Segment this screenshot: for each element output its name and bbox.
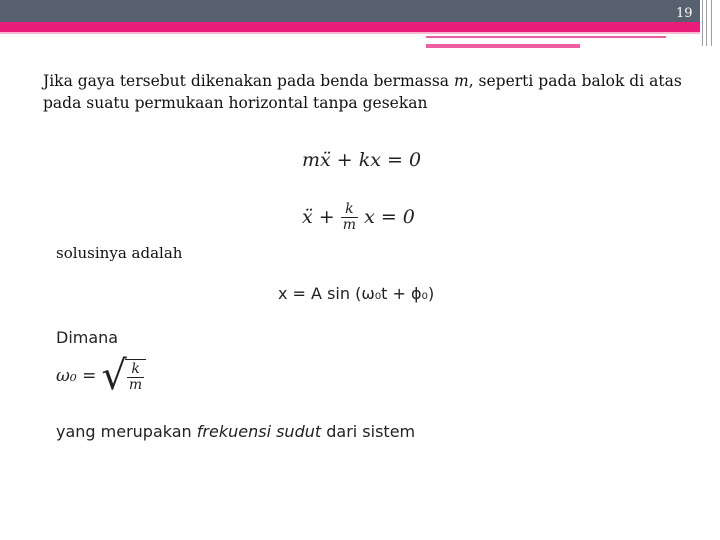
- omega-fraction-denominator: m: [128, 377, 143, 393]
- header-accent-thin-line: [426, 36, 666, 38]
- header-accent-bar: [0, 22, 700, 32]
- omega-fraction: [127, 362, 144, 393]
- omega-fraction-numerator: k: [127, 362, 144, 378]
- fraction-numerator: k: [341, 202, 358, 218]
- equation-motion: [302, 149, 421, 171]
- decorative-vertical-line: [711, 0, 712, 46]
- omega-equation-lhs: ω₀ =: [56, 366, 97, 386]
- decorative-vertical-line: [706, 0, 707, 46]
- closing-text-2: dari sistem: [321, 422, 416, 441]
- solution-equation: [278, 284, 434, 303]
- intro-mass-variable: m: [453, 72, 469, 90]
- equation-normalized-rhs: x = 0: [364, 206, 415, 228]
- header-accent-stub: [426, 44, 580, 48]
- page-number: 19: [676, 6, 693, 21]
- equation-normalized-lhs: ẍ +: [302, 206, 335, 228]
- closing-sentence: [56, 422, 415, 441]
- radical-icon: √: [101, 353, 127, 399]
- solution-equation-text: x = A sin (ω₀t + ϕ₀): [278, 284, 435, 303]
- fraction-k-over-m: [341, 202, 358, 233]
- intro-text-2: , seperti pada balok di atas pada suatu permukaan horizontal tanpa gesekan: [43, 72, 682, 112]
- header-bar: [0, 0, 700, 22]
- fraction-denominator: m: [342, 217, 357, 233]
- solution-label: solusinya adalah: [56, 244, 183, 262]
- where-label: Dimana: [56, 328, 119, 347]
- decorative-vertical-line: [702, 0, 703, 46]
- square-root: [101, 353, 146, 399]
- equation-motion-text: mẍ + kx = 0: [302, 149, 422, 171]
- closing-text-1: yang merupakan: [56, 422, 197, 441]
- closing-emphasis: frekuensi sudut: [196, 422, 322, 441]
- intro-text-1: Jika gaya tersebut dikenakan pada benda bermassa: [43, 72, 454, 90]
- omega-equation: [56, 353, 146, 399]
- intro-paragraph: [43, 70, 703, 114]
- header-accent-line: [0, 32, 700, 34]
- equation-normalized: [302, 202, 415, 233]
